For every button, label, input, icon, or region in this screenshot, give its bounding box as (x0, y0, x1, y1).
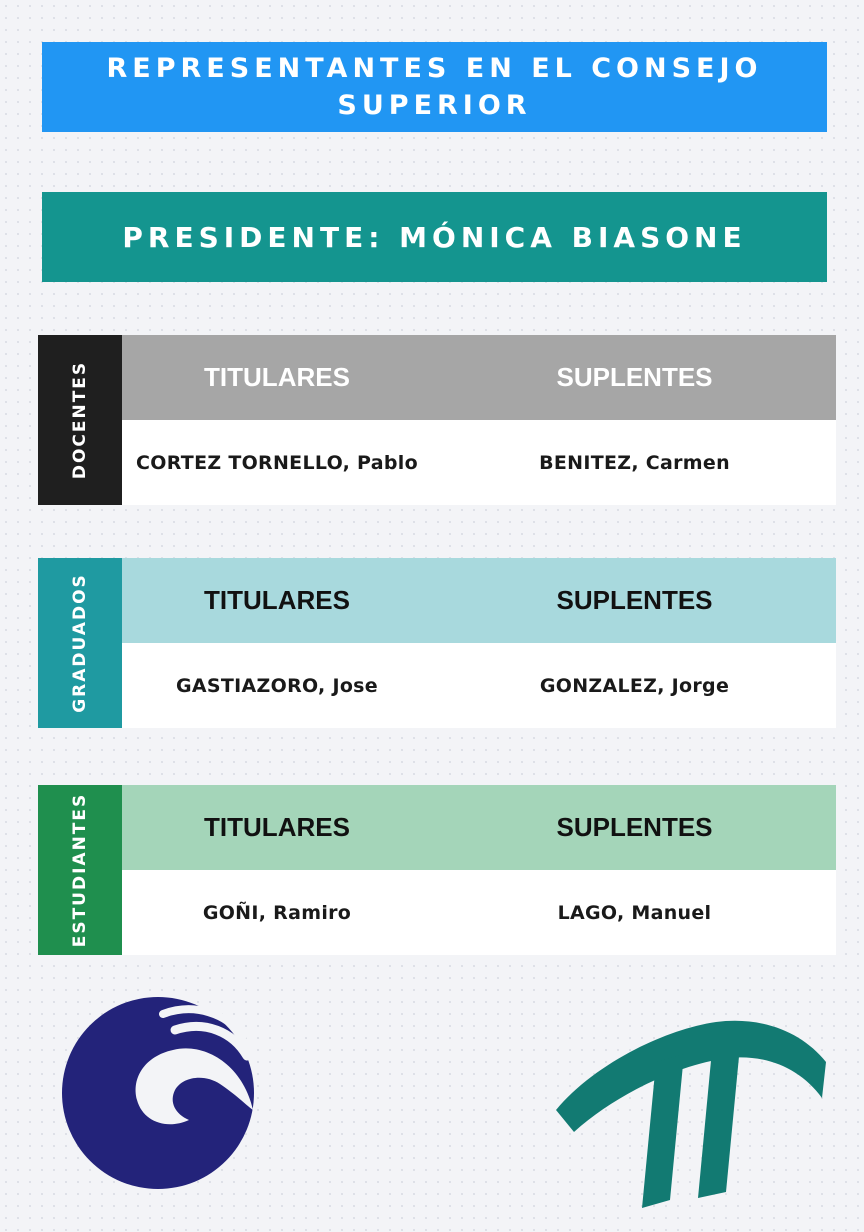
graduados-suplente-name: GONZALEZ, Jorge (539, 674, 730, 697)
graduados-label: GRADUADOS (70, 573, 90, 713)
docentes-section (38, 335, 836, 505)
estudiantes-side-label (38, 785, 122, 955)
graduados-titular-name: GASTIAZORO, Jose (176, 674, 378, 697)
president-label: PRESIDENTE: MÓNICA BIASONE (122, 220, 747, 254)
estudiantes-label: ESTUDIANTES (70, 792, 90, 948)
estudiantes-names-row (122, 870, 836, 955)
docentes-header-row (122, 335, 836, 420)
graduados-suplentes-header: SUPLENTES (556, 585, 713, 615)
docentes-label: DOCENTES (70, 360, 90, 480)
estudiantes-suplentes-header: SUPLENTES (556, 812, 713, 842)
graduados-header-row (122, 558, 836, 643)
docentes-suplente-name: BENITEZ, Carmen (539, 451, 730, 474)
graduados-section (38, 558, 836, 728)
estudiantes-titular-name: GOÑI, Ramiro (202, 901, 352, 924)
page-title: REPRESENTANTES EN EL CONSEJO SUPERIOR (106, 53, 763, 121)
estudiantes-titulares-header: TITULARES (204, 812, 350, 842)
president-banner (42, 192, 827, 282)
docentes-titular-name: CORTEZ TORNELLO, Pablo (136, 451, 418, 474)
teal-pi-logo-icon (552, 1010, 832, 1215)
graduados-names-row (122, 643, 836, 728)
docentes-titulares-header: TITULARES (204, 362, 350, 392)
graduados-titulares-header: TITULARES (204, 585, 350, 615)
graduados-side-label (38, 558, 122, 728)
docentes-suplentes-header: SUPLENTES (556, 362, 713, 392)
logo-arch (556, 1021, 826, 1132)
estudiantes-header-row (122, 785, 836, 870)
title-banner (42, 42, 827, 132)
logo-leg-right (698, 1046, 740, 1198)
university-wave-logo-icon (55, 990, 265, 1200)
docentes-side-label (38, 335, 122, 505)
docentes-names-row (122, 420, 836, 505)
estudiantes-suplente-name: LAGO, Manuel (557, 901, 712, 924)
estudiantes-section (38, 785, 836, 955)
